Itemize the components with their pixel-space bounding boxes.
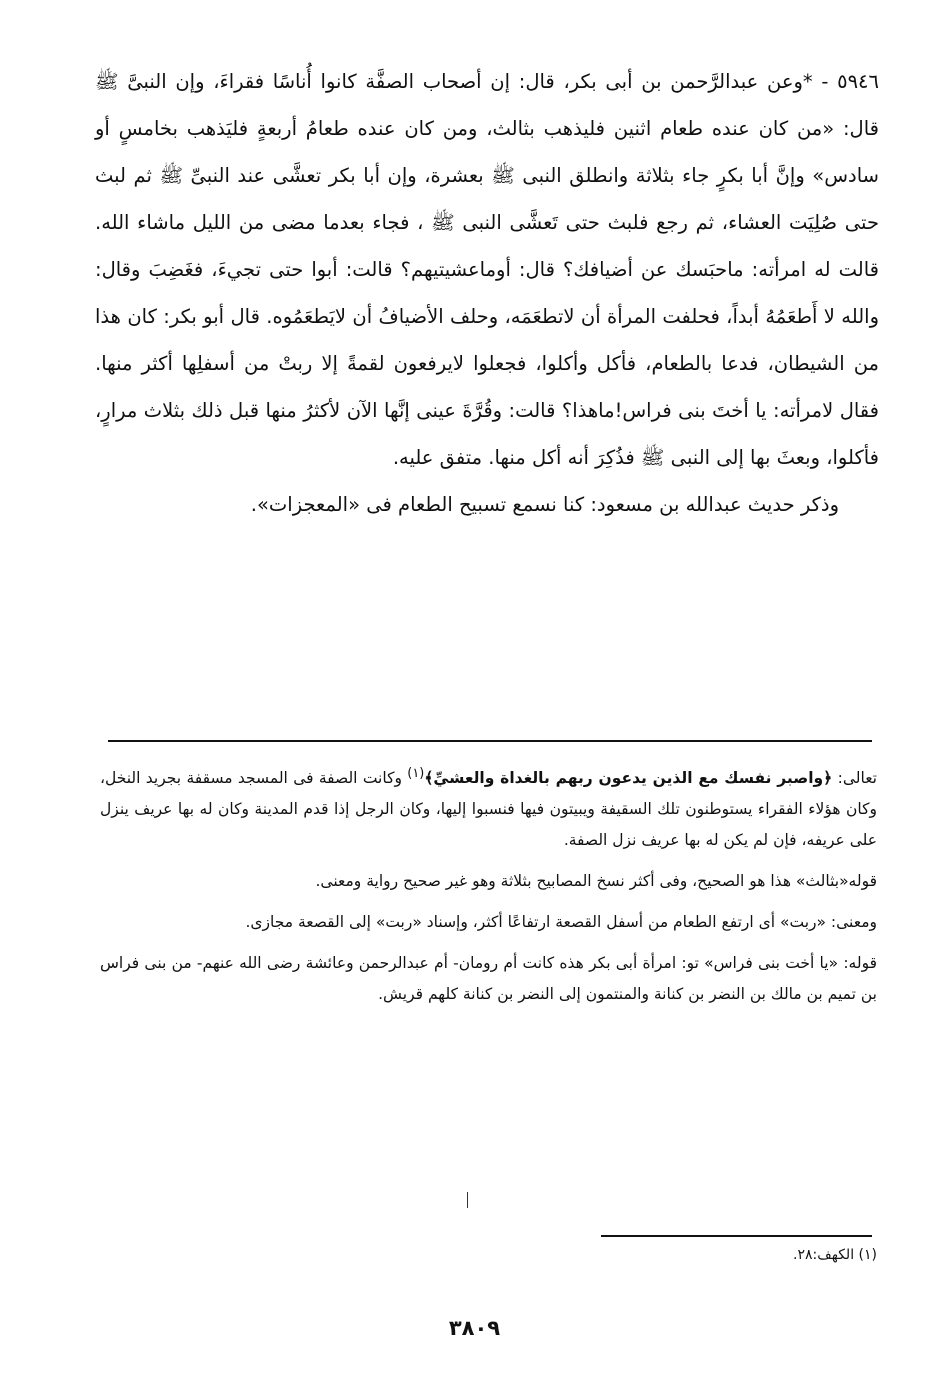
commentary-continuation: وكانت الصفة فى المسجد مسقفة بجريد النخل، وكان هؤلاء الفقراء يستوطنون تلك السقيفة ويبيتون فيها فنسبوا إليها، وكان الرجل إذا قدم المدينة وكان له بها عريف ينزل على عريفه، فإن لم يكن له بها عريف نزل الصفة. (100, 769, 877, 850)
commentary-paragraph-1 (100, 758, 877, 856)
commentary-paragraph-3: ومعنى: «ربت» أى ارتفع الطعام من أسفل القصعة ارتفاعًا أكثر، وإسناد «ربت» إلى القصعة مجازى. (245, 913, 877, 932)
section-divider (108, 740, 872, 742)
commentary-section (100, 758, 877, 1020)
hadith-section (95, 58, 879, 528)
commentary-paragraph-4: قوله: «يا أخت بنى فراس» تو: امرأة أبى بكر هذه كانت أم رومان- أم عبدالرحمن وعائشة رضى الله عنهم- من بنى فراس بن تميم بن مالك بن النضر بن كنانة والمنتمون إلى النضر بن كنانة كلهم قريش. (100, 954, 877, 1004)
page-number: ٣٨٠٩ (448, 1316, 501, 1340)
footnote-marker: (١) (407, 766, 425, 781)
footnote-divider (601, 1235, 872, 1237)
hadith-reference: وذكر حديث عبدالله بن مسعود: كنا نسمع تسبيح الطعام فى «المعجزات». (250, 493, 839, 516)
quran-quote: ﴿واصبر نفسك مع الذين يدعون ربهم بالغداة والعشيِّ﴾ (424, 769, 833, 788)
hadith-text: ٥٩٤٦ - *وعن عبدالرَّحمن بن أبى بكر، قال: إن أصحاب الصفَّة كانوا أُناسًا فقراءَ، وإن النبىَّ ﷺ قال: «من كان عنده طعام اثنين فليذهب بثالث، ومن كان عنده طعامُ أربعةٍ فليَذهب بخامسٍ أو سادس» وإنَّ أبا بكرٍ جاء بثلاثة وانطلق النبى ﷺ بعشرة، وإن أبا بكر تعشَّى عند النبىِّ ﷺ ثم لبث حتى صُلِيَت العشاء، ثم رجع فلبث حتى تَعشَّى النبى ﷺ ، فجاء بعدما مضى من الليل ماشاء الله. قالت له امرأته: ماحبَسك عن أضيافك؟ قال: أوماعشيتيهم؟ قالت: أبوا حتى تجيءَ، فغَضِبَ وقال: والله لا أَطعَمُهُ أبداً، فحلفت المرأة أن لاتطعَمَه، وحلف الأضيافُ أن لايَطعَمُوه. قال أبو بكر: كان هذا من الشيطان، فدعا بالطعام، فأكل وأكلوا، فجعلوا لايرفعون لقمةً إلا ربتْ من أسفلِها أكثر منها. فقال لامرأته: يا أختَ بنى فراس!ماهذا؟ قالت: وقُرَّةَ عينى إنَّها الآن لأكثرُ منها قبل ذلك بثلاث مرارٍ، فأكلوا، وبعثَ بها إلى النبى ﷺ فذُكِرَ أنه أكل منها. متفق عليه. (95, 70, 879, 469)
commentary-prefix: تعالى: (832, 769, 877, 788)
footnote: (١) الكهف:٢٨. (793, 1247, 877, 1263)
commentary-paragraph-2: قوله«بثالث» هذا هو الصحيح، وفى أكثر نسخ المصابيح بثلاثة وهو غير صحيح رواية ومعنى. (315, 872, 877, 891)
stray-mark (467, 1192, 468, 1208)
